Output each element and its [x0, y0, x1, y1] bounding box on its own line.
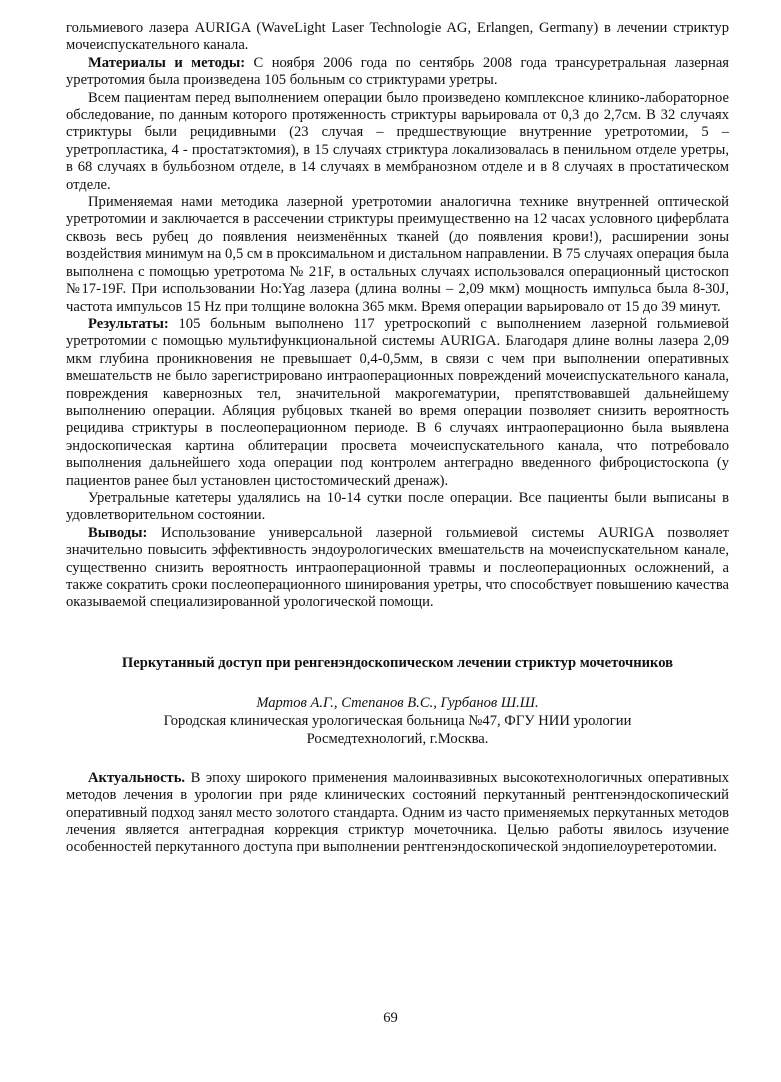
conclusions-paragraph [66, 525, 729, 612]
results-label: Результаты: [88, 315, 169, 332]
page-number: 69 [383, 1010, 398, 1026]
catheter-paragraph: Уретральные катетеры удалялись на 10-14 сутки после операции. Все пациенты были выписаны в удовлетворительном состоянии. [66, 489, 729, 524]
methods-label: Материалы и методы: [88, 54, 246, 71]
article-authors: Мартов А.Г., Степанов В.С., Гурбанов Ш.Ш. [256, 694, 539, 711]
results-paragraph [66, 316, 729, 490]
conclusions-text: Использование универсальной лазерной гольмиевой системы AURIGA позволяет значительно повысить эффективность эндоурологических вмешательств на мочеиспускательном канале, существенно снизить вероятность интраоперационной травмы и послеоперационных осложнений, а также сократить сроки послеоперационного шинирования уретры, что способствует повышению качества оказываемой специализированной урологической помощи. [66, 524, 729, 611]
affiliation-line-2: Росмедтехнологий, г.Москва. [306, 730, 489, 747]
conclusions-label: Выводы: [88, 524, 148, 541]
relevance-label: Актуальность. [88, 769, 186, 786]
relevance-text: В эпоху широкого применения малоинвазивных высокотехнологичных оперативных методов лечения в урологии при ряде клинических состояний перкутанный рентгенэндоскопический оперативный подход занял место золотого стандарта. Одним из часто применяемых перкутанных методов лечения является антеградная коррекция стриктур мочеточника. Целью работы явилось изучение особенностей перкутанного доступа при выполнении рентгенэндоскопической эндопиелоуретеротомии. [66, 769, 729, 856]
spacer [66, 748, 729, 770]
intro-continuation: гольмиевого лазера AURIGA (WaveLight Laser Technologie AG, Erlangen, Germany) в лечении стриктур мочеиспускательного канала. [66, 20, 729, 54]
methods-paragraph [66, 55, 729, 90]
results-text: 105 больным выполнено 117 уретроскопий с выполнением лазерной гольмиевой уретротомии с помощью мультифункциональной системы AURIGA. Благодаря длине волны лазера 2,09 мкм глубина проникновения не превышает 0,4-0,5мм, в связи с чем при выполнении оперативных вмешательств не было зарегистрировано интраоперационных повреждений мочеиспускательного канала, повреждения кавернозных тел, значительной макрогематурии, препятствовавшей дальнейшему выполнению операции. Абляция рубцовых тканей во время операции позволяет снизить вероятность рецидива стриктуры в послеоперационном периоде. В 6 случаях интраоперационно была выявлена эндоскопическая картина облитерации просвета мочеиспускательного канала, что потребовало выполнения дальнейшего хода операции под контролем антеградно введенного фиброцистоскопа (у пациентов ранее был установлен цистостомический дренаж). [66, 315, 729, 489]
exam-paragraph: Всем пациентам перед выполнением операции было произведено комплексное клинико-лабораторное обследование, по данным которого протяженность стриктуры варьировала от 0,3 до 2,7см. В 32 случаях стриктуры были рецидивными (23 случая – предшествующие внутренние уретротомии, 5 – уретропластика, 4 - простатэктомия), в 15 случаях стриктура локализовалась в пенильном отделе уретры, в 68 случаях в бульбозном отделе, в 14 случаях в мембранозном отделе и в 8 случаях в простатическом отделе. [66, 89, 729, 193]
article-title: Перкутанный доступ при ренгенэндоскопическом лечении стриктур мочеточников [121, 654, 674, 671]
technique-paragraph: Применяемая нами методика лазерной уретротомии аналогична технике внутренней оптической уретротомии и заключается в рассечении стриктуры преимущественно на 12 часах условного циферблата сквозь весь рубец до появления неизменённых тканей (до появления крови!), расширении зоны воздействия минимум на 0,5 см в проксимальном и дистальном направлении. В 75 случаях операция была выполнена с помощью уретротома № 21F, в остальных случаях использовался операционный цистоскоп №17-19F. При использовании Ho:Yag лазера (длина волны – 2,09 мкм) мощность импульса была 8-30J, частота импульсов 15 Hz при толщине волокна 365 мкм. Время операции варьировало от 15 до 39 минут. [66, 194, 729, 315]
affiliation-line-1: Городская клиническая урологическая больница №47, ФГУ НИИ урологии [163, 712, 632, 729]
relevance-paragraph [66, 770, 729, 857]
methods-text: С ноября 2006 года по сентябрь 2008 года трансуретральная лазерная уретротомия была произведена 105 больным со стриктурами уретры. [66, 54, 730, 89]
